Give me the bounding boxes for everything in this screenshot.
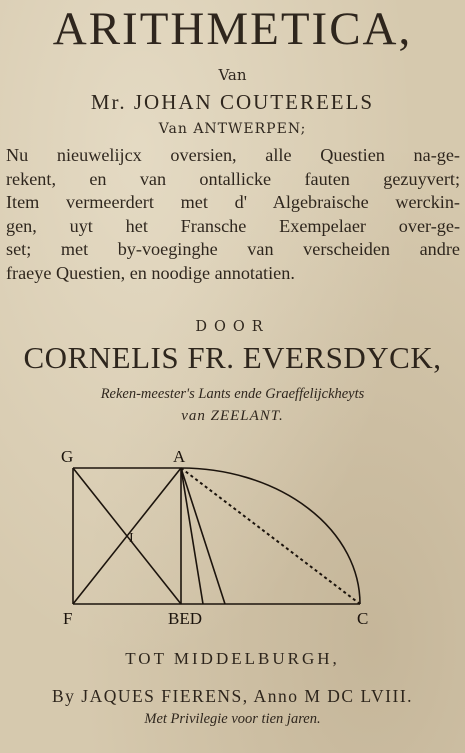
- label-c: C: [357, 609, 369, 628]
- label-g: G: [61, 447, 74, 466]
- label-f: F: [63, 609, 73, 628]
- author-origin: Van ANTWERPEN;: [158, 121, 307, 137]
- diagram-line-ae: [181, 468, 203, 604]
- author-name: Mr. JOHAN COUTEREELS: [90, 90, 375, 114]
- description-paragraph: [6, 144, 460, 286]
- translator-role: Reken-meester's Lants ende Graeffelijckheyts: [100, 386, 365, 402]
- translator-name: CORNELIS FR. EVERSDYCK,: [23, 340, 442, 375]
- description-line: set; met by-voeginghe van verscheiden andre: [6, 239, 460, 260]
- diagram-line-ac-dotted: [181, 468, 360, 604]
- privilege-line: Met Privilegie voor tien jaren.: [144, 711, 321, 727]
- door-label: DOOR: [195, 319, 270, 335]
- label-a: A: [173, 447, 186, 466]
- van-label: Van: [218, 66, 247, 84]
- geometric-diagram: [55, 438, 385, 633]
- description-line: Item vermeerdert met d' Algebraische werckin-: [6, 192, 460, 213]
- diagram-line-ad: [181, 468, 225, 604]
- diagram-arc: [181, 468, 360, 604]
- printing-place: TOT MIDDELBURGH,: [125, 649, 340, 668]
- translator-province: van ZEELANT.: [181, 408, 284, 424]
- label-bed: BED: [168, 609, 202, 628]
- description-line: rekent, en van ontallicke fauten gezuyvert;: [6, 168, 460, 189]
- book-title: ARITHMETICA,: [52, 3, 413, 55]
- description-line: Nu nieuwelijcx oversien, alle Questien na-ge-: [6, 145, 460, 165]
- description-line: fraeye Questien, en noodige annotatien.: [6, 262, 295, 283]
- printer-line: By JAQUES FIERENS, Anno M DC LVIII.: [51, 686, 414, 706]
- description-line: gen, uyt het Fransche Exempelaer over-ge-: [6, 215, 460, 236]
- label-i: I: [129, 531, 134, 546]
